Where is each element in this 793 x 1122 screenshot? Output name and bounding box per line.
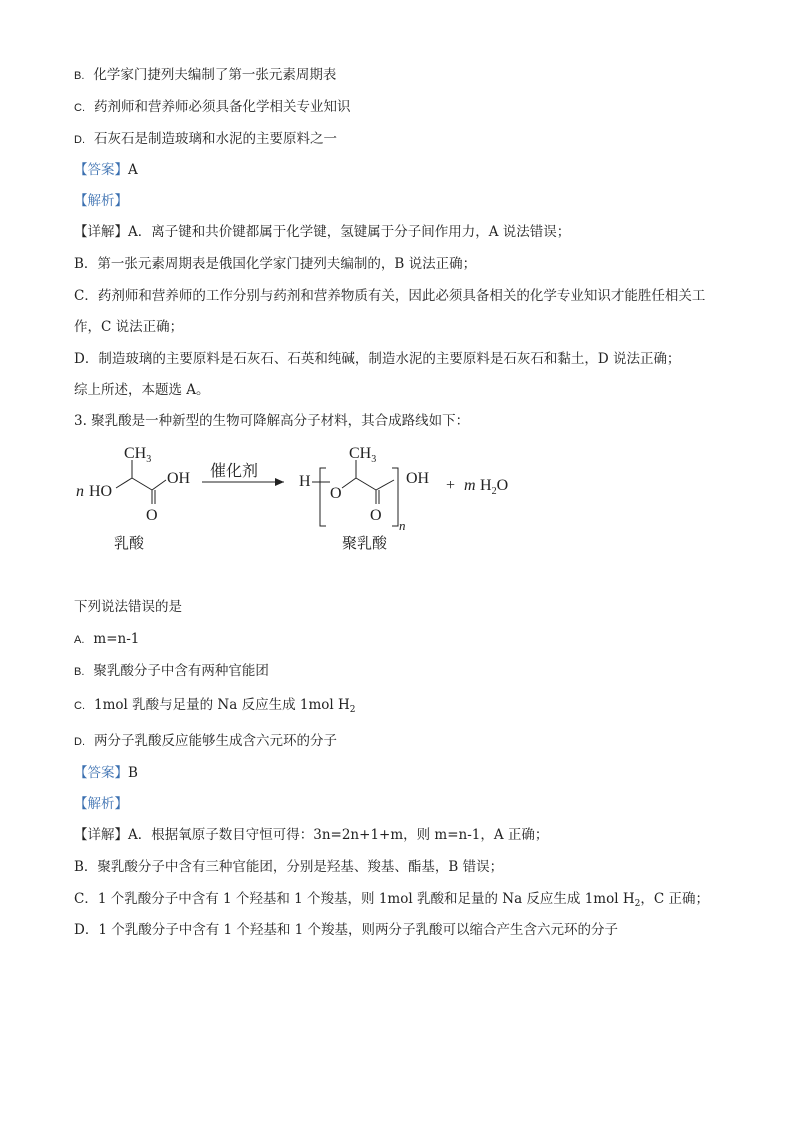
subscript: 2 [349, 705, 356, 715]
q2-detail-a [74, 223, 570, 241]
option-letter: D. [74, 736, 85, 748]
q2-detail-c2: 作，C 说法正确； [74, 319, 184, 335]
bond [356, 478, 376, 490]
q2-detail-c1: C．药剂师和营养师的工作分别与药剂和营养物质有关，因此必须具备相关的化学专业知识才能胜任相关工 [74, 288, 706, 304]
q3-detail-c [74, 890, 709, 913]
q3-stem: 3. 聚乳酸是一种新型的生物可降解高分子材料，其合成路线如下： [74, 413, 470, 429]
oh-group: OH [167, 470, 191, 487]
q3-answer [74, 764, 138, 782]
option-letter: B. [74, 70, 85, 82]
ho-group: HO [89, 483, 113, 500]
terminal-oh: OH [406, 470, 430, 487]
option-letter: C. [74, 102, 85, 114]
q3-detail-a [74, 826, 548, 844]
catalyst-label: 催化剂 [210, 461, 259, 480]
answer-tag: 【答案】 [74, 162, 128, 178]
detail-text: C．1 个乳酸分子中含有 1 个羟基和 1 个羧基，则 1mol 乳酸和足量的 Na 反应生成 1mol H [74, 891, 635, 907]
q3-detail-d: D．1 个乳酸分子中含有 1 个羟基和 1 个羧基，则两分子乳酸可以缩合产生含六元环的分子 [74, 922, 619, 938]
q2-answer [74, 161, 138, 179]
answer-value: A [128, 162, 138, 178]
q2-detail-b: B．第一张元素周期表是俄国化学家门捷列夫编制的，B 说法正确； [74, 256, 477, 272]
q3-option-b [74, 662, 269, 681]
option-text: 化学家门捷列夫编制了第一张元素周期表 [93, 67, 337, 83]
bond [116, 478, 132, 488]
option-letter: C. [74, 700, 85, 712]
detail-tag: 【详解】 [74, 827, 128, 843]
option-text: 聚乳酸分子中含有两种官能团 [93, 663, 269, 679]
q2-option-d [74, 130, 337, 149]
repeat-n: n [399, 518, 406, 533]
detail-tag: 【详解】 [74, 224, 128, 240]
coef-m: m [464, 477, 476, 494]
option-letter: B. [74, 666, 85, 678]
plus-sign: + [446, 477, 456, 494]
option-text: 1mol 乳酸与足量的 Na 反应生成 1mol H [94, 697, 350, 713]
option-text: 两分子乳酸反应能够生成含六元环的分子 [94, 733, 337, 749]
bond [376, 480, 394, 490]
bond [132, 478, 152, 490]
q3-option-c [74, 696, 356, 719]
coef-n: n [76, 483, 84, 500]
label-polylactic-acid: 聚乳酸 [342, 534, 388, 552]
q2-summary: 综上所述，本题选 A。 [74, 382, 210, 398]
carbonyl-o: O [146, 507, 158, 524]
option-text: m=n-1 [93, 631, 140, 647]
left-bracket [320, 468, 326, 526]
q2-option-b [74, 66, 336, 85]
right-bracket [392, 468, 398, 526]
q3-option-a [74, 630, 139, 649]
detail-text-end: ，C 正确； [640, 891, 709, 907]
water: $H_2O$ [480, 477, 509, 497]
ch3-group: $CH_3$ [124, 445, 152, 465]
bond [342, 478, 356, 488]
q3-option-d [74, 732, 337, 751]
answer-value: B [128, 765, 138, 781]
label-lactic-acid: 乳酸 [114, 534, 145, 552]
option-text: 药剂师和营养师必须具备化学相关专业知识 [94, 99, 351, 115]
q2-analysis-tag [74, 192, 128, 210]
subscript: 2 [634, 899, 641, 909]
q2-option-c [74, 98, 351, 117]
reaction-arrow-head [275, 478, 284, 486]
reaction-scheme [74, 440, 534, 555]
terminal-h: H [299, 473, 311, 490]
ch3-group-poly: $CH_3$ [349, 445, 377, 465]
analysis-tag: 【解析】 [74, 193, 128, 209]
detail-text: A．离子键和共价键都属于化学键，氢键属于分子间作用力，A 说法错误； [128, 224, 571, 240]
q3-detail-b: B．聚乳酸分子中含有三种官能团，分别是羟基、羧基、酯基，B 错误； [74, 859, 504, 875]
analysis-tag: 【解析】 [74, 796, 128, 812]
carbonyl-o-poly: O [370, 507, 382, 524]
chain-o: O [330, 485, 342, 502]
option-text: 石灰石是制造玻璃和水泥的主要原料之一 [94, 131, 337, 147]
detail-text: A．根据氧原子数目守恒可得：3n=2n+1+m，则 m=n-1，A 正确； [128, 827, 549, 843]
option-letter: A. [74, 634, 85, 646]
q3-analysis-tag [74, 795, 128, 813]
option-letter: D. [74, 134, 85, 146]
bond [152, 480, 166, 490]
q3-question: 下列说法错误的是 [74, 599, 182, 615]
answer-tag: 【答案】 [74, 765, 128, 781]
q2-detail-d: D．制造玻璃的主要原料是石灰石、石英和纯碱，制造水泥的主要原料是石灰石和黏土，D 说法正确； [74, 351, 681, 367]
